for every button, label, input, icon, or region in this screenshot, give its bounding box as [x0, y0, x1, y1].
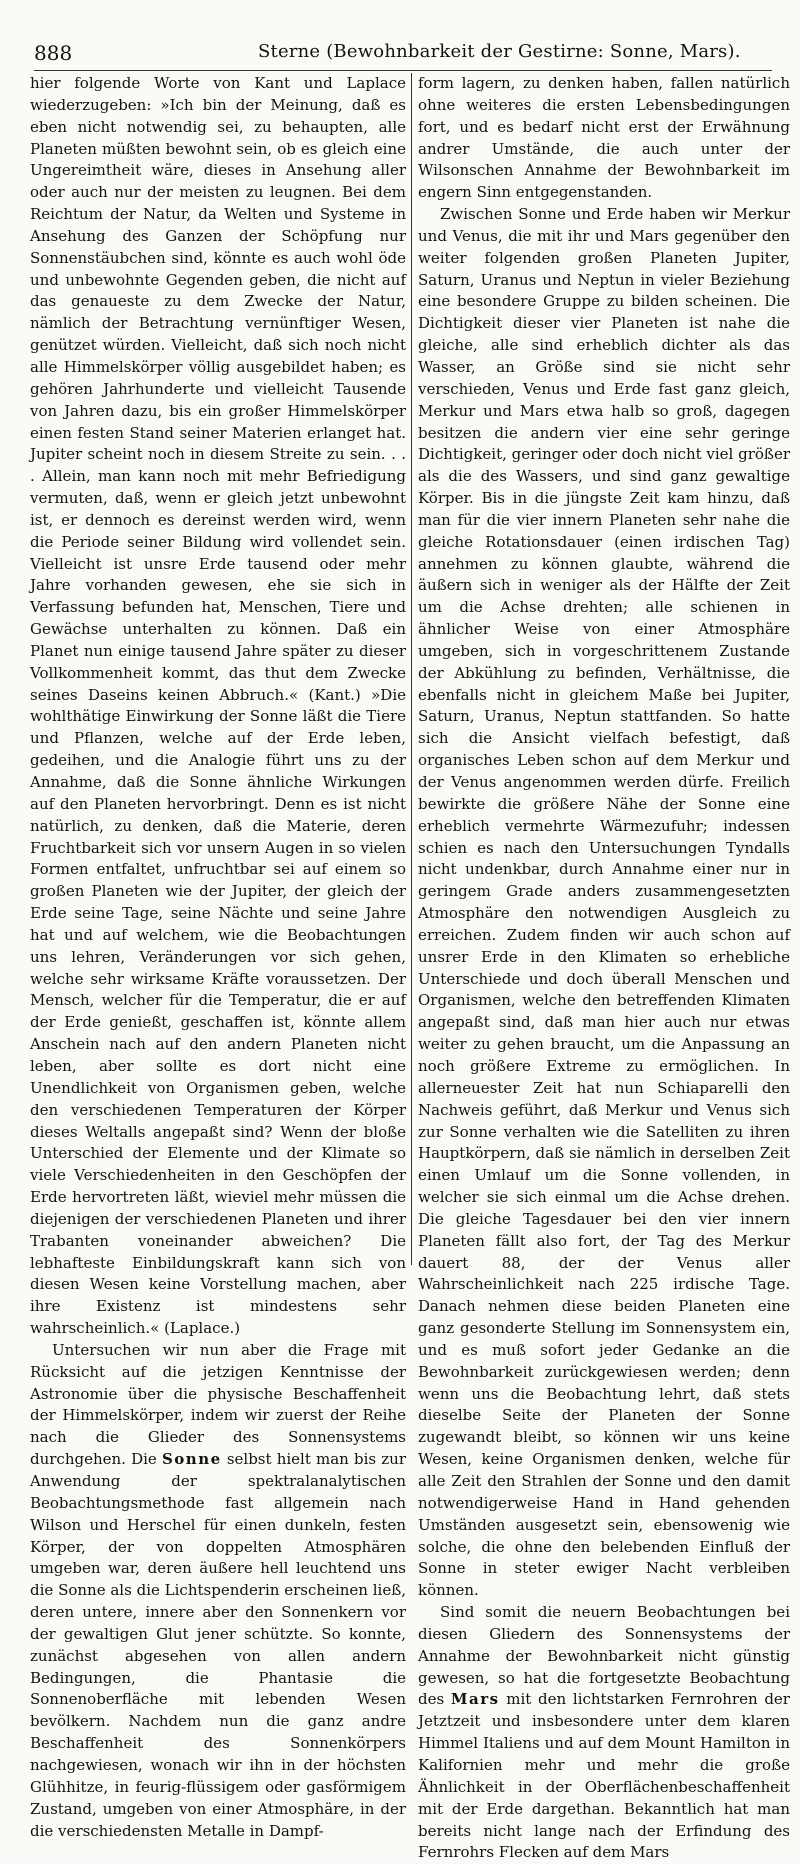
text-run: selbst hielt man bis zur Anwendung der spektralanalytischen Beobachtungsmethode fast allgemein nach Wilson und Herschel für einen dunkeln, festen Körper, der von doppelten Atmosphären umgeben war, deren äußere hell leuchtend uns die Sonne als die Lichtspenderin erscheinen ließ, deren untere, innere aber den Sonnenkern vor der gewaltigen Glut jener schützte. So konnte, zunächst abgesehen von allen andern Bedingungen, die Phantasie die Sonnenoberfläche mit lebenden Wesen bevölkern. Nachdem nun die ganz andre Beschaffenheit des Sonnenkörpers nachgewiesen, wonach wir ihn in der höchsten Glühhitze, in feurig-flüssigem oder gasförmigem Zustand, umgeben von einer Atmosphäre, in der die verschiedensten Metalle in Dampf-	[30, 1450, 406, 1840]
right-column	[418, 73, 790, 1864]
column-divider	[411, 73, 412, 1265]
text-run: Untersuchen wir nun aber die Frage mit Rücksicht auf die jetzigen Kenntnisse der Astronomie über die physische Beschaffenheit der Himmelskörper, indem wir zuerst der Reihe nach die Glieder des Sonnensystems durchgehen. Die	[30, 1340, 406, 1469]
paragraph-continuation: form lagern, zu denken haben, fallen natürlich ohne weiteres die ersten Lebensbedingungen fort, und es bedarf nicht erst der Erwähnung andrer Umstände, die auch unter der Wilsonschen Annahme der Bewohnbarkeit im engern Sinn entgegenstanden.	[418, 74, 790, 202]
page-header	[28, 37, 776, 67]
page-number: 888	[34, 41, 73, 65]
header-rule	[34, 70, 772, 71]
keyword-mars: Mars	[450, 1690, 500, 1709]
text-run: mit den lichtstarken Fernrohren der Jetztzeit und insbesondere unter dem klaren Himmel Italiens und auf dem Mount Hamilton in Kalifornien mehr und mehr die große Ähnlichkeit in der Oberflächenbeschaffenheit mit der Erde dargethan. Bekanntlich hat man bereits nicht lange nach der Erfindung des Fernrohrs Flecken auf dem Mars	[418, 1690, 790, 1862]
paragraph-sun	[30, 1340, 406, 1842]
left-column	[30, 73, 406, 1842]
keyword-sonne: Sonne	[161, 1450, 222, 1469]
paragraph-merkur-venus: Zwischen Sonne und Erde haben wir Merkur und Venus, die mit ihr und Mars gegenüber den weiter folgenden großen Planeten Jupiter, Saturn, Uranus und Neptun in vieler Beziehung eine besondere Gruppe zu bilden scheinen. Die Dichtigkeit dieser vier Planeten ist nahe die gleiche, alle sind erheblich dichter als das Wasser, an Größe sind sie nicht sehr verschieden, Venus und Erde fast ganz gleich, Merkur und Mars etwa halb so groß, dagegen besitzen die andern vier eine sehr geringe Dichtigkeit, geringer oder doch nicht viel größer als die des Wassers, und sind ganz gewaltige Körper. Bis in die jüngste Zeit kam hinzu, daß man für die vier innern Planeten sehr nahe die gleiche Rotationsdauer (einen irdischen Tag) annehmen zu können glaubte, während die äußern sich in weniger als der Hälfte der Zeit um die Achse drehten; alle schienen in ähnlicher Weise von einer Atmosphäre umgeben, sich in vorgeschrittenem Zustande der Abkühlung zu befinden, Verhältnisse, die ebenfalls nicht in gleichem Maße bei Jupiter, Saturn, Uranus, Neptun stattfanden. So hatte sich die Ansicht vielfach befestigt, daß organisches Leben schon auf dem Merkur und der Venus angenommen werden dürfe. Freilich bewirkte die größere Nähe der Sonne eine erheblich vermehrte Wärmezufuhr; indessen schien es nach den Untersuchungen Tyndalls nicht undenkbar, durch Annahme einer nur in geringem Grade anders zusammengesetzten Atmosphäre den notwendigen Ausgleich zu erreichen. Zudem finden wir auch schon auf unsrer Erde in den Klimaten so erhebliche Unterschiede und doch überall Menschen und Organismen, welche den betreffenden Klimaten angepaßt sind, daß man hier auch nur etwas weiter zu gehen braucht, um die Anpassung an noch größere Extreme zu ermöglichen. In allerneuester Zeit hat nun Schiaparelli den Nachweis geführt, daß Merkur und Venus sich zur Sonne verhalten wie die Satelliten zu ihren Hauptkörpern, daß sie nämlich in derselben Zeit einen Umlauf um die Sonne vollenden, in welcher sie sich einmal um die Achse drehen. Die gleiche Tagesdauer bei den vier innern Planeten fällt also fort, der Tag des Merkur dauert 88, der der Venus aller Wahrscheinlichkeit nach 225 irdische Tage. Danach nehmen diese beiden Planeten eine ganz gesonderte Stellung im Sonnensystem ein, und es muß sofort jeder Gedanke an die Bewohnbarkeit zurückgewiesen werden; denn wenn uns die Beobachtung lehrt, daß stets dieselbe Seite der Planeten der Sonne zugewandt bleibt, so können wir uns keine Wesen, keine Organismen denken, welche für alle Zeit den Strahlen der Sonne und den damit notwendigerweise Hand in Hand gehenden Umständen ausgesetzt sein, ebensowenig wie solche, die ohne den belebenden Einfluß der Sonne in steter ewiger Nacht verbleiben können.	[418, 205, 790, 1600]
running-head: Sterne (Bewohnbarkeit der Gestirne: Sonne, Mars).	[258, 41, 741, 62]
text-run: Sind somit die neuern Beobachtungen bei diesen Gliedern des Sonnensystems der Annahme der Bewohnbarkeit nicht günstig gewesen, so hat die fortgesetzte Beobachtung des	[418, 1603, 790, 1709]
paragraph-kant-laplace: hier folgende Worte von Kant und Laplace wiederzugeben: »Ich bin der Meinung, daß es eben nicht notwendig sei, zu behaupten, alle Planeten müßten bewohnt sein, ob es gleich eine Ungereimtheit wäre, dieses in Ansehung aller oder auch nur der meisten zu leugnen. Bei dem Reichtum der Natur, da Welten und Systeme in Ansehung des Ganzen der Schöpfung nur Sonnenstäubchen sind, könnte es auch wohl öde und unbewohnte Gegenden geben, die nicht auf das genaueste zu dem Zwecke der Natur, nämlich der Betrachtung vernünftiger Wesen, genützet würden. Vielleicht, daß sich noch nicht alle Himmelskörper völlig ausgebildet haben; es gehören Jahrhunderte und vielleicht Tausende von Jahren dazu, bis ein großer Himmelskörper einen festen Stand seiner Materien erlanget hat. Jupiter scheint noch in diesem Streite zu sein. . . . Allein, man kann noch mit mehr Befriedigung vermuten, daß, wenn er gleich jetzt unbewohnt ist, er dennoch es dereinst werden wird, wenn die Periode seiner Bildung wird vollendet sein. Vielleicht ist unsre Erde tausend oder mehr Jahre vorhanden gewesen, ehe sie sich in Verfassung befunden hat, Menschen, Tiere und Gewächse unterhalten zu können. Daß ein Planet nun einige tausend Jahre später zu dieser Vollkommenheit kommt, das thut dem Zwecke seines Daseins keinen Abbruch.« (Kant.) »Die wohlthätige Einwirkung der Sonne läßt die Tiere und Pflanzen, welche auf der Erde leben, gedeihen, und die Analogie führt uns zu der Annahme, daß die Sonne ähnliche Wirkungen auf den Planeten hervorbringt. Denn es ist nicht natürlich, zu denken, daß die Materie, deren Fruchtbarkeit sich vor unsern Augen in so vielen Formen entfaltet, unfruchtbar sei auf einem so großen Planeten wie der Jupiter, der gleich der Erde seine Tage, seine Nächte und seine Jahre hat und auf welchem, wie die Beobachtungen uns lehren, Veränderungen vor sich gehen, welche sehr wirksame Kräfte voraussetzen. Der Mensch, welcher für die Temperatur, die er auf der Erde genießt, geschaffen ist, könnte allem Anschein nach auf den andern Planeten nicht leben, aber sollte es dort nicht eine Unendlichkeit von Organismen geben, welche den verschiedenen Temperaturen der Körper dieses Weltalls angepaßt sind? Wenn der bloße Unterschied der Elemente und der Klimate so viele Verschiedenheiten in den Geschöpfen der Erde hervortreten läßt, wieviel mehr müssen die diejenigen der verschiedenen Planeten und ihrer Trabanten voneinander abweichen? Die lebhafteste Einbildungskraft kann sich von diesen Wesen keine Vorstellung machen, aber ihre Existenz ist mindestens sehr wahrscheinlich.« (Laplace.)	[30, 74, 406, 1338]
paragraph-mars	[418, 1602, 790, 1864]
